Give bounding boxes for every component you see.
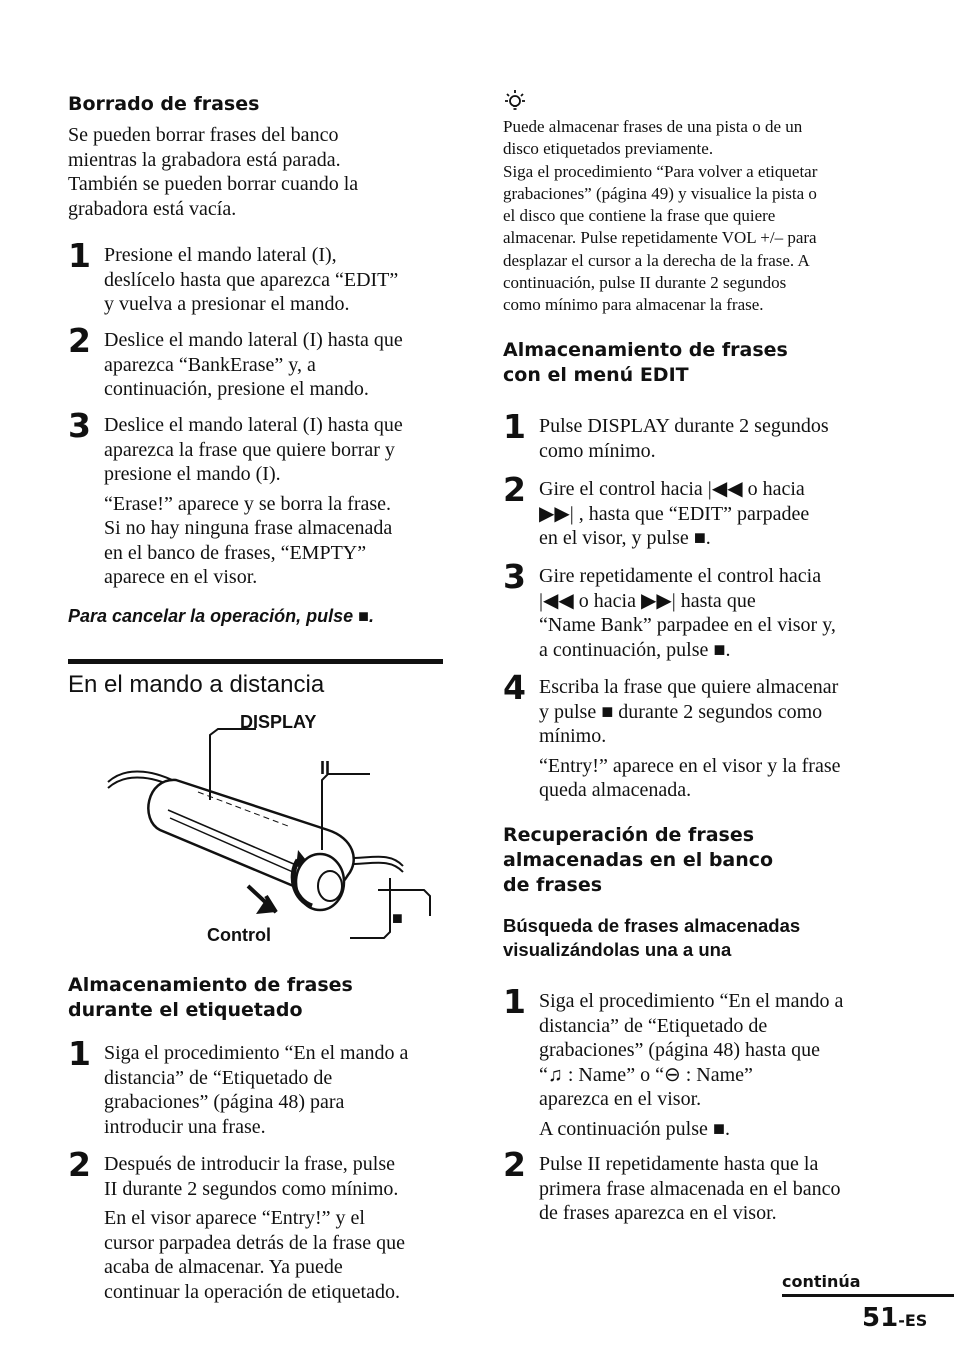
stop-label: ■	[392, 908, 403, 928]
pause-label: II	[320, 758, 331, 778]
recup-subheading: Búsqueda de frases almacenadas visualizándolas una a una	[503, 915, 801, 960]
edit-step-1: 1 Pulse DISPLAY durante 2 segundos como mínimo.	[503, 407, 829, 462]
section-rule	[68, 659, 443, 664]
edit-step-4-note: “Entry!” aparece en el visor y la frase queda almacenada.	[539, 754, 841, 801]
recup-heading: Recuperación de frases almacenadas en el banco de frases	[503, 824, 774, 896]
display-label: DISPLAY	[240, 712, 317, 732]
continua-label: continúa	[782, 1272, 861, 1291]
borrado-step-1: 1 Presione el mando lateral (I), deslícelo hasta que aparezca “EDIT” y vuelva a presionar el mando.	[68, 236, 399, 315]
almac-etiq-step-1: 1 Siga el procedimiento “En el mando a distancia” de “Etiquetado de grabaciones” (página 48) para introducir una frase.	[68, 1034, 409, 1138]
borrado-heading: Borrado de frases	[68, 93, 260, 115]
borrado-intro: Se pueden borrar frases del banco mientras la grabadora está parada. También se pueden borrar cuando la grabadora está vacía.	[68, 124, 359, 220]
section-title: En el mando a distancia	[68, 671, 325, 698]
tip-icon	[503, 88, 527, 117]
edit-step-4: 4 Escriba la frase que quiere almacenar y pulse ■ durante 2 segundos como mínimo. “Entry!” aparece en el visor y la frase queda almacenada.	[503, 675, 884, 803]
remote-control-figure	[98, 700, 438, 950]
page-number: 51-ES	[862, 1303, 928, 1333]
almac-etiq-step-2-note: En el visor aparece “Entry!” y el cursor parpadea detrás de la frase que acaba de almacenar. Ya puede continuar la operación de etiquetado.	[104, 1207, 405, 1303]
control-label: Control	[207, 925, 271, 945]
footer-rule	[782, 1294, 954, 1297]
recup-step-1: 1 Siga el procedimiento “En el mando a distancia” de “Etiquetado de grabaciones” (página 48) hasta que “♫ : Name” o “⊖ : Name” aparezca en el visor. A continuación pulse ■.	[503, 982, 844, 1140]
tip-text: Puede almacenar frases de una pista o de un disco etiquetados previamente. Siga el procedimiento “Para volver a etiquetar grabaciones” (página 49) y visualice la pista o el disco que contiene la frase que quiere almacenar. Pulse repetidamente VOL +/– para desplazar el cursor a la derecha de la frase. A continuación, pulse II durante 2 segundos como mínimo para almacenar la frase.	[503, 117, 818, 315]
borrado-step-2: 2 Deslice el mando lateral (I) hasta que aparezca “BankErase” y, a continuación, presione el mando.	[68, 321, 403, 400]
almac-etiq-step-2: 2 Después de introducir la frase, pulse II durante 2 segundos como mínimo. En el visor aparece “Entry!” y el cursor parpadea detrás de la frase que acaba de almacenar. Ya puede continuar la operación de etiquetado.	[68, 1152, 449, 1304]
borrado-step-3: 3 Deslice el mando lateral (I) hasta que aparezca la frase que quiere borrar y presione el mando (I). “Erase!” aparece y se borra la frase. Si no hay ninguna frase almacenada en el banco de frases, “EMPTY” aparece en el visor.	[68, 413, 444, 590]
cancel-note: Para cancelar la operación, pulse ■.	[68, 606, 375, 626]
edit-step-2: 2 Gire el control hacia |◀◀ o hacia ▶▶| , hasta que “EDIT” parpadee en el visor, y pulse ■.	[503, 470, 810, 549]
edit-step-3: 3 Gire repetidamente el control hacia |◀◀ o hacia ▶▶| hasta que “Name Bank” parpadee en el visor y, a continuación, pulse ■.	[503, 557, 836, 661]
stop-callout-line	[378, 886, 438, 916]
almac-etiq-heading: Almacenamiento de frases durante el etiquetado	[68, 974, 353, 1021]
borrado-step-3-note: “Erase!” aparece y se borra la frase. Si no hay ninguna frase almacenada en el banco de frases, “EMPTY” aparece en el visor.	[104, 492, 393, 588]
edit-menu-heading: Almacenamiento de frases con el menú EDIT	[503, 339, 788, 386]
recup-step-2: 2 Pulse II repetidamente hasta que la primera frase almacenada en el banco de frases aparezca en el visor.	[503, 1145, 841, 1224]
